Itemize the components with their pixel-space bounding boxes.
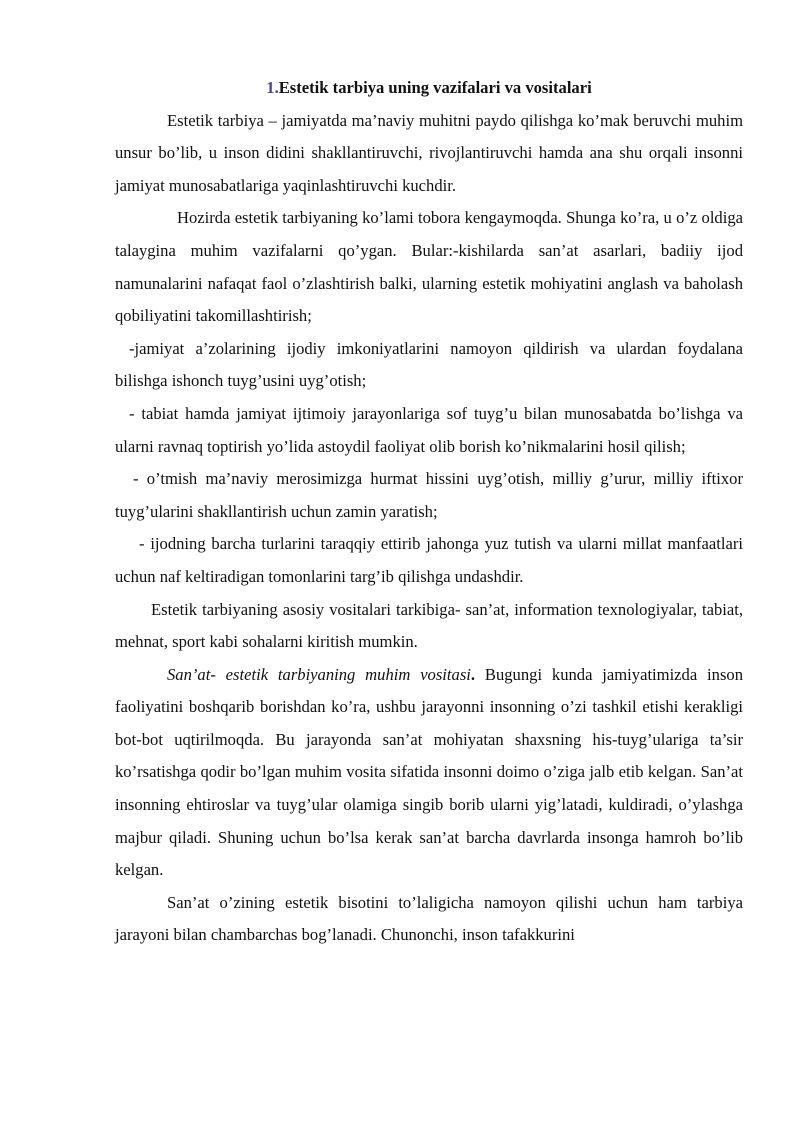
list-item-task-3: - tabiat hamda jamiyat ijtimoiy jarayonlariga sof tuyg’u bilan munosabatda bo’lishga va ularni ravnaq toptirish yo’lida astoydil faoliyat olib borish ko’nikmalarini hosil qilish; bbox=[115, 403, 743, 456]
section-title-text: Estetik tarbiya uning vazifalari va vositalari bbox=[278, 78, 592, 97]
list-item-task-4: - o’tmish ma’naviy merosimizga hurmat hissini uyg’otish, milliy g’urur, milliy iftixor tuyg’ularini shakllantirish uchun zamin yaratish; bbox=[115, 469, 743, 521]
list-item-task-5: - ijodning barcha turlarini taraqqiy ettirib jahonga yuz tutish va ularni millat manfaatlari uchun naf keltiradigan tomonlarini targ’ib qilishga undashdir. bbox=[115, 534, 743, 586]
section-title bbox=[115, 72, 743, 105]
emphasis-art-heading: San’at- estetik tarbiyaning muhim vositasi bbox=[167, 664, 471, 684]
paragraph-means: Estetik tarbiyaning asosiy vositalari tarkibiga- san’at, information texnologiyalar, tabiat, mehnat, sport kabi sohalarni kiritish mumkin. bbox=[115, 599, 743, 652]
list-item-task-2: -jamiyat a’zolarining ijodiy imkoniyatlarini namoyon qildirish va ulardan foydalana bilishga ishonch tuyg’usini uyg’otish; bbox=[115, 338, 743, 391]
section-number: 1. bbox=[266, 78, 279, 97]
paragraph-art-body: Bugungi kunda jamiyatimizda inson faoliyatini boshqarib borishdan ko’ra, ushbu jarayonni insonning o’zi tashkil etishi kerakligi bot-bot uqtirilmoqda. Bu jarayonda san’at mohiyatan shaxsning his-tuyg’ulariga ta’sir ko’rsatishga qodir bo’lgan muhim vosita sifatida insonni doimo o’ziga jalb etib kelgan. San’at insonning ehtiroslar va tuyg’ular olamiga singib borib ularni yig’latadi, kuldiradi, o’ylashga majbur qiladi. Shuning uchun bo’lsa kerak san’at barcha davrlarda insonga hamroh bo’lib kelgan. bbox=[115, 664, 744, 880]
paragraph-tasks-intro: Hozirda estetik tarbiyaning ko’lami tobora kengaymoqda. Shunga ko’ra, u o’z oldiga talaygina muhim vazifalarni qo’ygan. Bular:-kishilarda san’at asarlari, badiiy ijod namunalarini nafaqat faol o’zlashtirish balki, ularning estetik mohiyatini anglash va baholash qobiliyatini takomillashtirish; bbox=[115, 208, 743, 326]
paragraph-definition: Estetik tarbiya – jamiyatda ma’naviy muhitni paydo qilishga ko’mak beruvchi muhim unsur bo’lib, u inson didini shakllantiruvchi, rivojlantiruvchi hamda ana shu orqali insonni jamiyat munosabatlariga yaqinlashtiruvchi kuchdir. bbox=[115, 110, 743, 195]
document-page bbox=[115, 72, 743, 952]
emphasis-dot: . bbox=[470, 664, 476, 684]
paragraph-art-upbringing: San’at o’zining estetik bisotini to’laligicha namoyon qilishi uchun ham tarbiya jarayoni bilan chambarchas bog’lanadi. Chunonchi, inson tafakkurini bbox=[115, 892, 743, 945]
paragraph-art-as-means bbox=[115, 659, 743, 887]
